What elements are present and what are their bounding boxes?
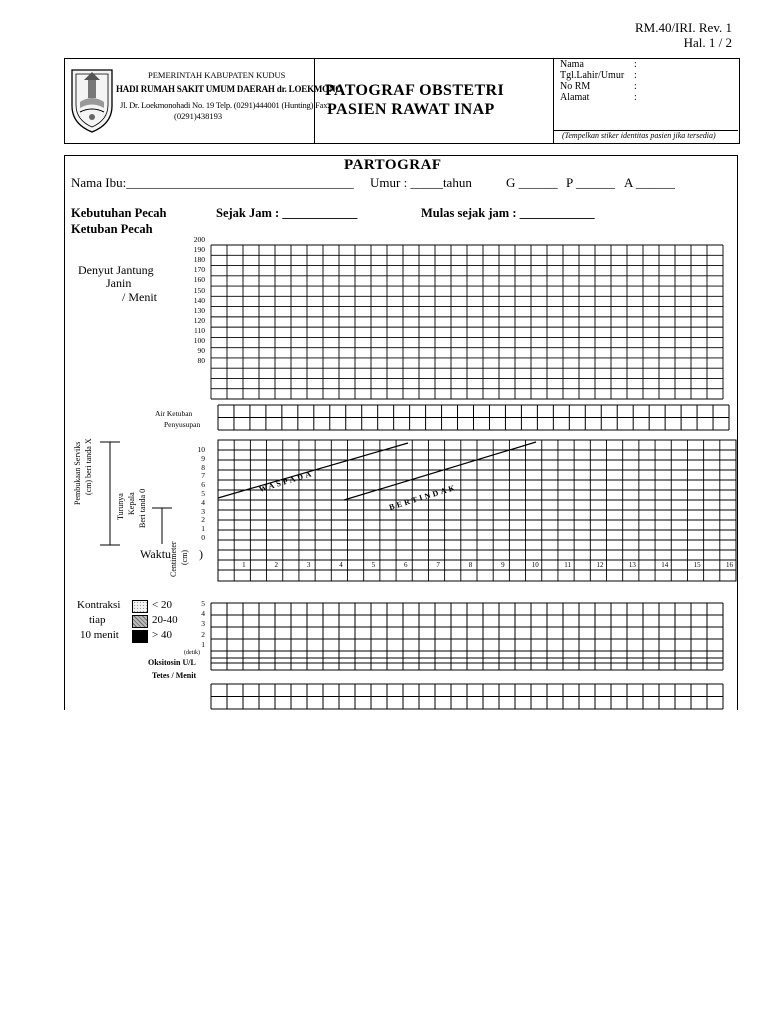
fhr-tick-label: 160 (193, 275, 205, 285)
hour-label: 1 (242, 561, 246, 569)
legend-less-20: < 20 (152, 599, 172, 611)
pembukaan-serviks-label: Pembukaan Serviks (73, 441, 82, 505)
drops-grid[interactable] (211, 684, 726, 710)
alert-line-label: WASPADA (257, 468, 315, 494)
patient-label-nama: Nama (560, 59, 584, 70)
hospital-name: HADI RUMAH SAKIT UMUM DAERAH dr. LOEKMONO (116, 84, 343, 94)
hour-label: 15 (693, 561, 701, 569)
abortus-field[interactable]: A ______ (624, 175, 675, 190)
fhr-tick-label: 90 (197, 346, 205, 356)
form-title-1: PATOGRAF OBSTETRI (325, 82, 505, 99)
fhr-tick-label: 200 (193, 235, 205, 244)
cervix-tick-label: 0 (201, 533, 205, 542)
partograf-title: PARTOGRAF (344, 157, 442, 173)
kudus-crest-logo (68, 64, 116, 134)
form-title-2: PASIEN RAWAT INAP (327, 101, 495, 118)
kebutuhan-pecah-label: Kebutuhan Pecah (71, 206, 167, 220)
partograf-frame-right (737, 155, 738, 710)
cervix-tick-label: 1 (201, 524, 205, 534)
patient-label-no-rm: No RM (560, 81, 591, 92)
hour-label: 12 (596, 561, 604, 569)
hour-label: 5 (371, 561, 376, 569)
patient-colon: : (634, 92, 637, 103)
cervix-tick-label: 9 (201, 453, 205, 463)
air-ketuban-label: Air Ketuban (155, 409, 193, 418)
centimeter-label: Centimeter (169, 541, 178, 577)
oksitosin-label: Oksitosin U/L (148, 658, 196, 667)
hour-label: 16 (726, 561, 734, 569)
contraction-grid[interactable] (211, 603, 726, 666)
fhr-tick-label: 130 (193, 305, 205, 315)
cervix-tick-label: 5 (201, 489, 205, 498)
fhr-tick-label: 180 (193, 255, 205, 265)
cervix-tick-label: 2 (201, 515, 205, 525)
hospital-address-1: Jl. Dr. Loekmonohadi No. 19 Telp. (0291)444001 (Hunting) Fax. (120, 100, 330, 110)
penyusupan-label: Penyusupan (164, 420, 201, 429)
contraction-tick-label: 1 (201, 639, 205, 649)
sepuluh-menit-label: 10 menit (80, 629, 119, 641)
contraction-tick-label: 3 (201, 619, 205, 629)
detik-label: (detik) (184, 650, 200, 656)
para-field[interactable]: P ______ (566, 175, 615, 190)
tetes-label: Tetes / Menit (152, 671, 197, 680)
fhr-label-1: Denyut Jantung (78, 263, 154, 277)
fhr-grid[interactable] (211, 245, 726, 401)
contraction-tick-label: 5 (201, 599, 205, 608)
patient-colon: : (634, 59, 637, 70)
patient-colon: : (634, 70, 637, 81)
cervix-tick-label: 10 (197, 445, 205, 454)
cervix-grid[interactable] (218, 440, 738, 585)
legend-20-40: 20-40 (152, 614, 178, 626)
fhr-tick-label: 100 (193, 336, 205, 345)
kepala-label: Kepala (127, 492, 136, 515)
cervix-tick-label: 8 (201, 462, 205, 472)
nama-ibu-field[interactable]: Nama Ibu:___________________________________ (71, 175, 354, 190)
hour-label: 6 (404, 561, 408, 569)
hour-label: 13 (628, 561, 636, 569)
gravida-field[interactable]: G ______ (506, 175, 558, 190)
ketuban-pecah-label: Ketuban Pecah (71, 222, 153, 236)
fhr-label-3: / Menit (122, 290, 157, 304)
patient-label-alamat: Alamat (560, 92, 590, 103)
page-number: Hal. 1 / 2 (683, 35, 732, 50)
pembukaan-cm-label: (cm) beri tanda X (84, 438, 93, 495)
hour-label: 8 (468, 561, 473, 569)
hour-label: 11 (564, 561, 572, 569)
fhr-tick-label: 110 (194, 325, 205, 335)
hour-label: 4 (339, 561, 343, 569)
fhr-label-2: Janin (106, 276, 132, 290)
hospital-address-2: (0291)438193 (174, 111, 223, 121)
turunya-label: Turunya (116, 493, 125, 520)
org-name: PEMERINTAH KABUPATEN KUDUS (148, 70, 286, 80)
contraction-tick-label: 2 (201, 629, 205, 639)
document-code: RM.40/IRI. Rev. 1 (634, 20, 732, 35)
centimeter-cm-label: (cm) (180, 549, 189, 565)
fhr-tick-label: 150 (193, 285, 205, 295)
sticker-note: (Tempelkan stiker identitas pasien jika tersedia) (562, 131, 716, 140)
waktu-label: Waktu (140, 547, 172, 561)
hour-label: 9 (501, 561, 505, 569)
cervix-tick-label: 6 (201, 480, 205, 490)
hour-label: 3 (306, 561, 311, 569)
action-line-label: BERTINDAK (387, 482, 459, 512)
beri-tanda-0-label: Beri tanda 0 (138, 488, 147, 528)
sejak-jam-field[interactable]: Sejak Jam : ____________ (216, 206, 358, 220)
cervix-tick-label: 4 (201, 497, 205, 507)
amniotic-grid[interactable] (218, 405, 730, 431)
fhr-tick-label: 80 (197, 356, 205, 366)
contraction-tick-label: 4 (201, 609, 205, 619)
mulas-sejak-field[interactable]: Mulas sejak jam : ____________ (421, 206, 595, 220)
waktu-paren: ) (199, 547, 203, 561)
legend-more-40: > 40 (152, 629, 172, 641)
kontraksi-label: Kontraksi (77, 599, 121, 611)
hour-label: 2 (274, 561, 279, 569)
fhr-tick-label: 170 (193, 265, 205, 275)
hour-label: 7 (436, 561, 440, 569)
umur-field[interactable]: Umur : _____tahun (370, 175, 472, 190)
fhr-tick-label: 190 (193, 245, 205, 255)
partograf-frame-top (64, 155, 738, 156)
cervix-tick-label: 3 (201, 506, 205, 516)
oxytocin-grid[interactable] (211, 658, 726, 672)
hour-label: 14 (661, 561, 669, 569)
cervix-tick-label: 7 (201, 471, 205, 481)
fhr-tick-label: 140 (193, 295, 205, 305)
hour-label: 10 (531, 561, 539, 569)
patient-colon: : (634, 81, 637, 92)
patient-label-tgl-lahir: Tgl.Lahir/Umur (560, 70, 625, 81)
tiap-label: tiap (89, 614, 106, 626)
fhr-tick-label: 120 (193, 315, 205, 325)
